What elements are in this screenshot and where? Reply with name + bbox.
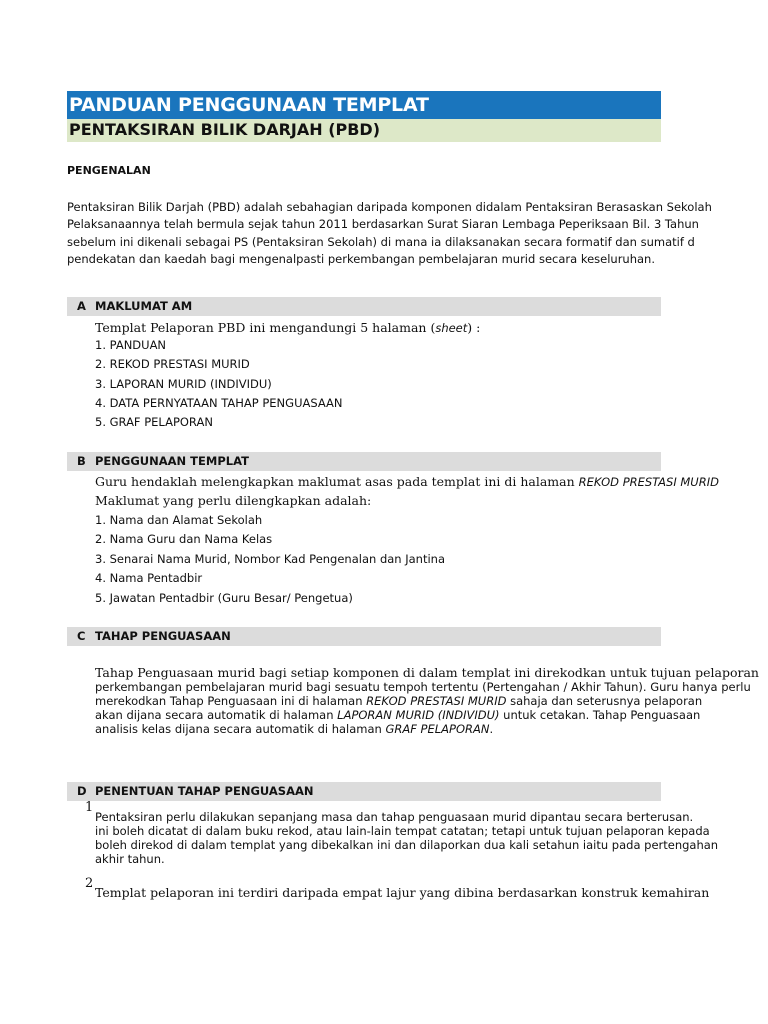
list-item: 1. PANDUAN — [95, 338, 167, 352]
text-part: . — [489, 722, 494, 736]
text-part: untuk cetakan. Tahap Penguasaan — [499, 708, 701, 722]
text-part: ) : — [467, 320, 481, 335]
list-item: 3. LAPORAN MURID (INDIVIDU) — [95, 377, 272, 391]
paragraph-line: Tahap Penguasaan murid bagi setiap komponen di dalam templat ini direkodkan untuk tujuan pelaporan — [95, 665, 759, 680]
section-title: TAHAP PENGUASAAN — [95, 629, 231, 643]
section-header-b — [67, 452, 661, 471]
intro-paragraph — [67, 199, 712, 268]
section-b-line: Maklumat yang perlu dilengkapkan adalah: — [95, 493, 372, 508]
text-part: analisis kelas dijana secara automatik di halaman — [95, 722, 386, 736]
paragraph-line: akhir tahun. — [95, 852, 165, 866]
section-b-intro — [95, 474, 719, 490]
paragraph-line: boleh direkod di dalam templat yang dibekalkan ini dan dilaporkan dua kali setahun iaitu pada pertengahan — [95, 838, 719, 852]
list-item: 1. Nama dan Alamat Sekolah — [95, 513, 263, 527]
section-letter: B — [77, 454, 86, 468]
section-letter: C — [77, 629, 86, 643]
list-item: 2. REKOD PRESTASI MURID — [95, 357, 250, 371]
section-header-d — [67, 782, 661, 801]
text-emphasis: REKOD PRESTASI MURID — [578, 475, 719, 489]
section-title: MAKLUMAT AM — [95, 299, 193, 313]
text-part: sahaja dan seterusnya pelaporan — [506, 694, 703, 708]
section-d-item-1 — [95, 810, 719, 866]
page-title: PANDUAN PENGGUNAAN TEMPLAT — [67, 91, 661, 119]
paragraph-line — [95, 708, 701, 722]
text-part: Guru hendaklah melengkapkan maklumat asas pada templat ini di halaman — [95, 474, 579, 489]
intro-line: Pelaksanaannya telah bermula sejak tahun 2011 berdasarkan Surat Siaran Lembaga Peperiksaan Bil. 3 Tahun — [67, 217, 699, 232]
item-number: 1 — [85, 800, 94, 815]
list-item: 2. Nama Guru dan Nama Kelas — [95, 532, 273, 546]
list-item: 5. GRAF PELAPORAN — [95, 415, 213, 429]
intro-label: PENGENALAN — [67, 164, 151, 177]
text-part: akan dijana secara automatik di halaman — [95, 708, 338, 722]
text-part: Templat Pelaporan PBD ini mengandungi 5 halaman ( — [95, 320, 436, 335]
intro-line: Pentaksiran Bilik Darjah (PBD) adalah sebahagian daripada komponen didalam Pentaksiran Berasaskan Sekolah — [67, 200, 712, 214]
intro-line: sebelum ini dikenali sebagai PS (Pentaksiran Sekolah) di mana ia dilaksanakan secara formatif dan sumatif d — [67, 234, 695, 249]
section-title: PENGGUNAAN TEMPLAT — [95, 454, 249, 468]
list-item: 3. Senarai Nama Murid, Nombor Kad Pengenalan dan Jantina — [95, 552, 446, 566]
text-emphasis: LAPORAN MURID (INDIVIDU) — [337, 708, 500, 722]
page-subtitle: PENTAKSIRAN BILIK DARJAH (PBD) — [67, 119, 661, 142]
item-number: 2 — [85, 876, 94, 891]
paragraph-line — [95, 694, 703, 708]
section-header-a — [67, 297, 661, 316]
text-part: merekodkan Tahap Penguasaan ini di halaman — [95, 694, 367, 708]
paragraph-line: ini boleh dicatat di dalam buku rekod, atau lain-lain tempat catatan; tetapi untuk tujuan pelaporan kepada — [95, 824, 710, 838]
intro-line: pendekatan dan kaedah bagi mengenalpasti perkembangan pembelajaran murid secara keseluruhan. — [67, 251, 655, 266]
list-item: 4. DATA PERNYATAAN TAHAP PENGUASAAN — [95, 396, 343, 410]
list-item: 5. Jawatan Pentadbir (Guru Besar/ Pengetua) — [95, 591, 353, 605]
section-title: PENENTUAN TAHAP PENGUASAAN — [95, 784, 314, 798]
paragraph-line: Templat pelaporan ini terdiri daripada empat lajur yang dibina berdasarkan konstruk kemahiran — [95, 885, 710, 900]
paragraph-line: Pentaksiran perlu dilakukan sepanjang masa dan tahap penguasaan murid dipantau secara berterusan. — [95, 810, 694, 824]
section-a-intro — [95, 320, 480, 336]
section-d-item-2 — [95, 885, 710, 900]
text-emphasis: sheet — [435, 321, 468, 335]
text-emphasis: GRAF PELAPORAN — [385, 722, 490, 736]
text-emphasis: REKOD PRESTASI MURID — [366, 694, 507, 708]
section-letter: D — [77, 784, 87, 798]
section-letter: A — [77, 299, 86, 313]
list-item: 4. Nama Pentadbir — [95, 571, 203, 585]
paragraph-line: perkembangan pembelajaran murid bagi sesuatu tempoh tertentu (Pertengahan / Akhir Tahun). Guru hanya perlu — [95, 680, 751, 694]
section-header-c — [67, 627, 661, 646]
paragraph-line — [95, 722, 661, 736]
section-c-paragraph — [95, 665, 759, 736]
